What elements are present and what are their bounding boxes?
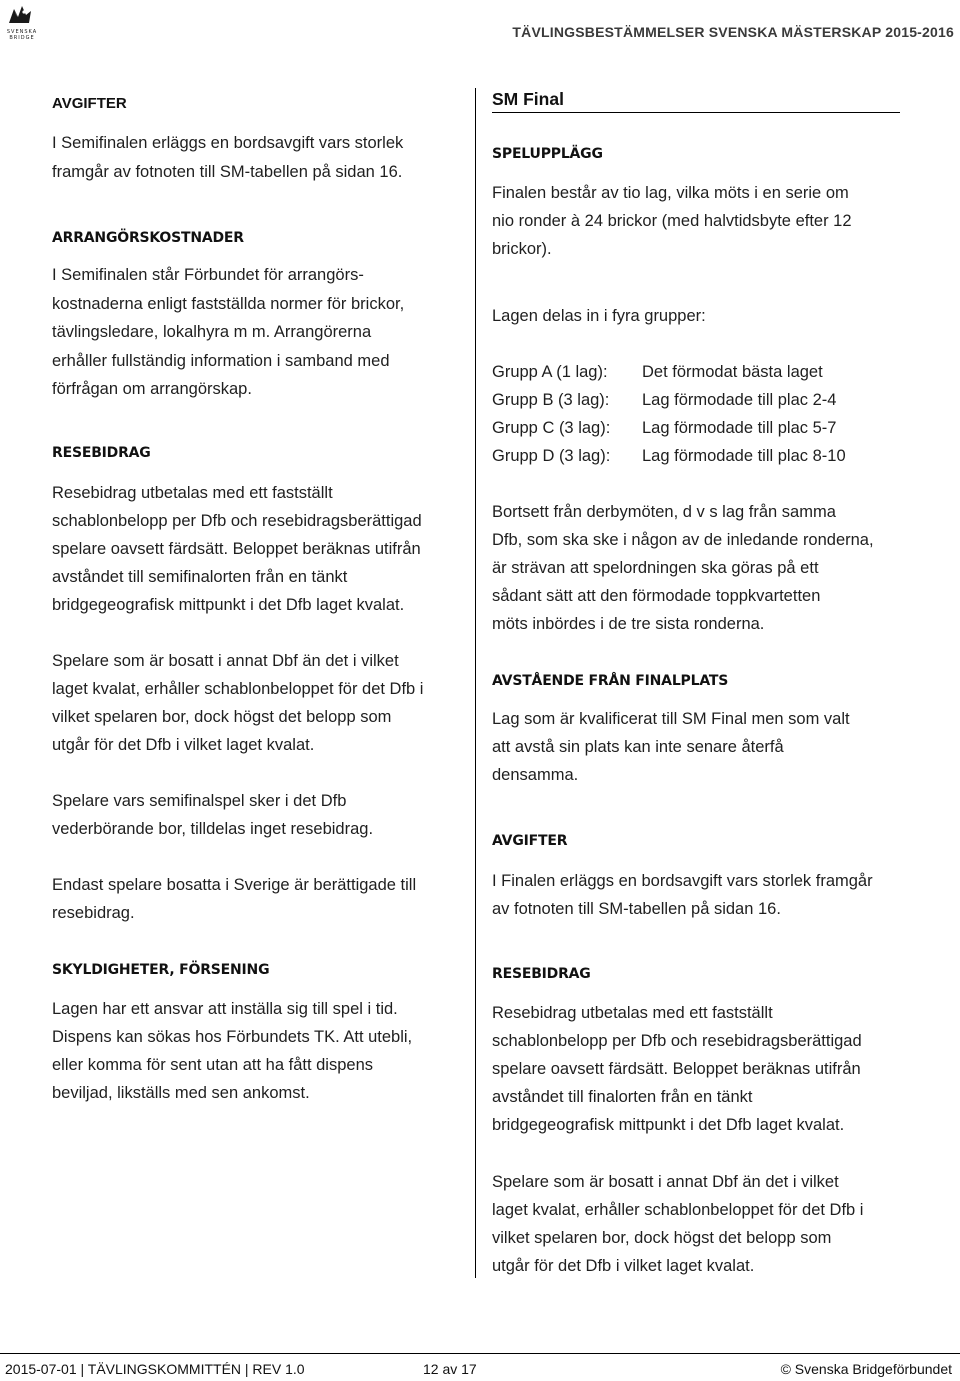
text-line: avståndet till semifinalorten från en tänkt <box>52 568 348 586</box>
text-line: Spelare vars semifinalspel sker i det Dfb <box>52 792 347 810</box>
text-line: bridgegeografisk mittpunkt i det Dfb laget kvalat. <box>52 596 405 614</box>
text-line: laget kvalat, erhåller schablonbeloppet för det Dfb i <box>52 680 424 698</box>
text-line: spelare oavsett färdsätt. Beloppet beräknas utifrån <box>52 540 421 558</box>
spelare-bosatt-final-paragraph <box>492 1168 863 1280</box>
document-header-title: TÄVLINGSBESTÄMMELSER SVENSKA MÄSTERSKAP 2015-2016 <box>512 24 954 40</box>
text-line: I Semifinalen erläggs en bordsavgift vars storlek <box>52 134 404 152</box>
group-description: Lag förmodade till plac 8-10 <box>642 447 846 465</box>
text-line: spelare oavsett färdsätt. Beloppet beräknas utifrån <box>492 1060 861 1078</box>
text-line: utgår för det Dfb i vilket laget kvalat. <box>52 736 315 754</box>
text-line: schablonbelopp per Dfb och resebidragsberättigad <box>492 1032 862 1050</box>
footer-date-revision: 2015-07-01 | TÄVLINGSKOMMITTÉN | REV 1.0 <box>5 1361 305 1377</box>
text-line: eller komma för sent utan att ha fått dispens <box>52 1056 374 1074</box>
arrangorskostnader-paragraph <box>52 261 404 404</box>
text-line: vilket spelaren bor, dock högst det belopp som <box>52 708 392 726</box>
text-line: Endast spelare bosatta i Sverige är berättigade till <box>52 876 417 894</box>
text-line: resebidrag. <box>52 904 135 922</box>
footer-copyright: © Svenska Bridgeförbundet <box>780 1361 952 1377</box>
text-line: vilket spelaren bor, dock högst det belopp som <box>492 1229 832 1247</box>
text-line: utgår för det Dfb i vilket laget kvalat. <box>492 1257 755 1275</box>
column-divider <box>475 88 476 1278</box>
text-line: Resebidrag utbetalas med ett fastställt <box>492 1004 773 1022</box>
text-line: kostnaderna enligt fastställda normer för brickor, <box>52 294 405 313</box>
group-description: Lag förmodade till plac 5-7 <box>642 419 837 437</box>
text-line: I Finalen erläggs en bordsavgift vars storlek framgår <box>492 872 873 890</box>
avstaende-paragraph <box>492 705 850 789</box>
group-name: Grupp B (3 lag): <box>492 391 610 409</box>
text-line: Dfb, som ska ske i någon av de inledande ronderna, <box>492 531 874 549</box>
text-line: avståndet till finalorten från en tänkt <box>492 1088 753 1106</box>
text-line: Lagen har ett ansvar att inställa sig till spel i tid. <box>52 1000 398 1018</box>
resebidrag-final-paragraph <box>492 999 862 1139</box>
avgifter-paragraph <box>52 129 403 186</box>
section-title-sm-final: SM Final <box>492 89 564 109</box>
avgifter-final-paragraph <box>492 867 873 923</box>
bridge-logo-icon <box>5 3 35 27</box>
text-line: förfrågan om arrangörskap. <box>52 380 252 398</box>
svenska-bridge-logo <box>5 3 38 41</box>
text-line: Lag som är kvalificerat till SM Final men som valt <box>492 710 850 728</box>
heading-avgifter: AVGIFTER <box>52 95 127 112</box>
bortsett-paragraph <box>492 498 874 638</box>
text-line: vederbörande bor, tilldelas inget resebidrag. <box>52 820 374 838</box>
group-name: Grupp C (3 lag): <box>492 419 611 437</box>
text-line: Finalen består av tio lag, vilka möts i en serie om <box>492 184 849 202</box>
heading-skyldigheter: SKYLDIGHETER, FÖRSENING <box>52 962 270 978</box>
title-underline <box>492 112 900 113</box>
text-line: Dispens kan sökas hos Förbundets TK. Att utebli, <box>52 1028 413 1046</box>
heading-avstaende: AVSTÅENDE FRÅN FINALPLATS <box>492 673 729 689</box>
text-line: Spelare som är bosatt i annat Dbf än det i vilket <box>492 1173 839 1191</box>
heading-resebidrag-final: RESEBIDRAG <box>492 966 591 982</box>
heading-spelupplagg: SPELUPPLÄGG <box>492 146 603 162</box>
text-line: Bortsett från derbymöten, d v s lag från samma <box>492 503 836 521</box>
text-line: Spelare som är bosatt i annat Dbf än det i vilket <box>52 652 399 670</box>
text-line: bridgegeografisk mittpunkt i det Dfb laget kvalat. <box>492 1116 845 1134</box>
skyldigheter-paragraph <box>52 995 412 1107</box>
text-line: nio ronder à 24 brickor (med halvtidsbyte efter 12 <box>492 212 852 230</box>
text-line: densamma. <box>492 766 579 784</box>
endast-sverige-paragraph <box>52 871 416 927</box>
text-line: laget kvalat, erhåller schablonbeloppet för det Dfb i <box>492 1201 864 1219</box>
heading-avgifter-final: AVGIFTER <box>492 833 568 849</box>
text-line: sådant sätt att den förmodade toppkvartetten <box>492 587 821 605</box>
group-name: Grupp D (3 lag): <box>492 447 611 465</box>
text-line: möts inbördes i de tre sista ronderna. <box>492 615 765 633</box>
semifinalspel-paragraph <box>52 787 373 843</box>
spelupplagg-paragraph <box>492 179 852 263</box>
heading-resebidrag: RESEBIDRAG <box>52 445 151 461</box>
text-line: I Semifinalen står Förbundet för arrangörs- <box>52 266 364 284</box>
text-line: att avstå sin plats kan inte senare återfå <box>492 738 784 756</box>
logo-text: SVENSKA BRIDGE <box>6 29 38 41</box>
text-line: framgår av fotnoten till SM-tabellen på sidan 16. <box>52 162 403 181</box>
spelare-bosatt-paragraph <box>52 647 423 759</box>
lagen-delas-text: Lagen delas in i fyra grupper: <box>492 307 706 325</box>
footer-rule <box>0 1353 960 1354</box>
footer-page-number: 12 av 17 <box>423 1361 477 1377</box>
text-line: brickor). <box>492 240 552 258</box>
text-line: beviljad, likställs med sen ankomst. <box>52 1084 310 1102</box>
text-line: tävlingsledare, lokalhyra m m. Arrangörerna <box>52 323 372 341</box>
group-name: Grupp A (1 lag): <box>492 363 608 381</box>
text-line: Resebidrag utbetalas med ett fastställt <box>52 484 333 502</box>
heading-arrangorskostnader: ARRANGÖRSKOSTNADER <box>52 230 244 246</box>
group-description: Lag förmodade till plac 2-4 <box>642 391 837 409</box>
text-line: erhåller fullständig information i samband med <box>52 351 390 370</box>
text-line: schablonbelopp per Dfb och resebidragsberättigad <box>52 512 422 530</box>
resebidrag-paragraph <box>52 479 422 619</box>
text-line: är strävan att spelordningen ska göras på ett <box>492 559 819 577</box>
text-line: av fotnoten till SM-tabellen på sidan 16. <box>492 900 781 918</box>
group-description: Det förmodat bästa laget <box>642 363 823 381</box>
